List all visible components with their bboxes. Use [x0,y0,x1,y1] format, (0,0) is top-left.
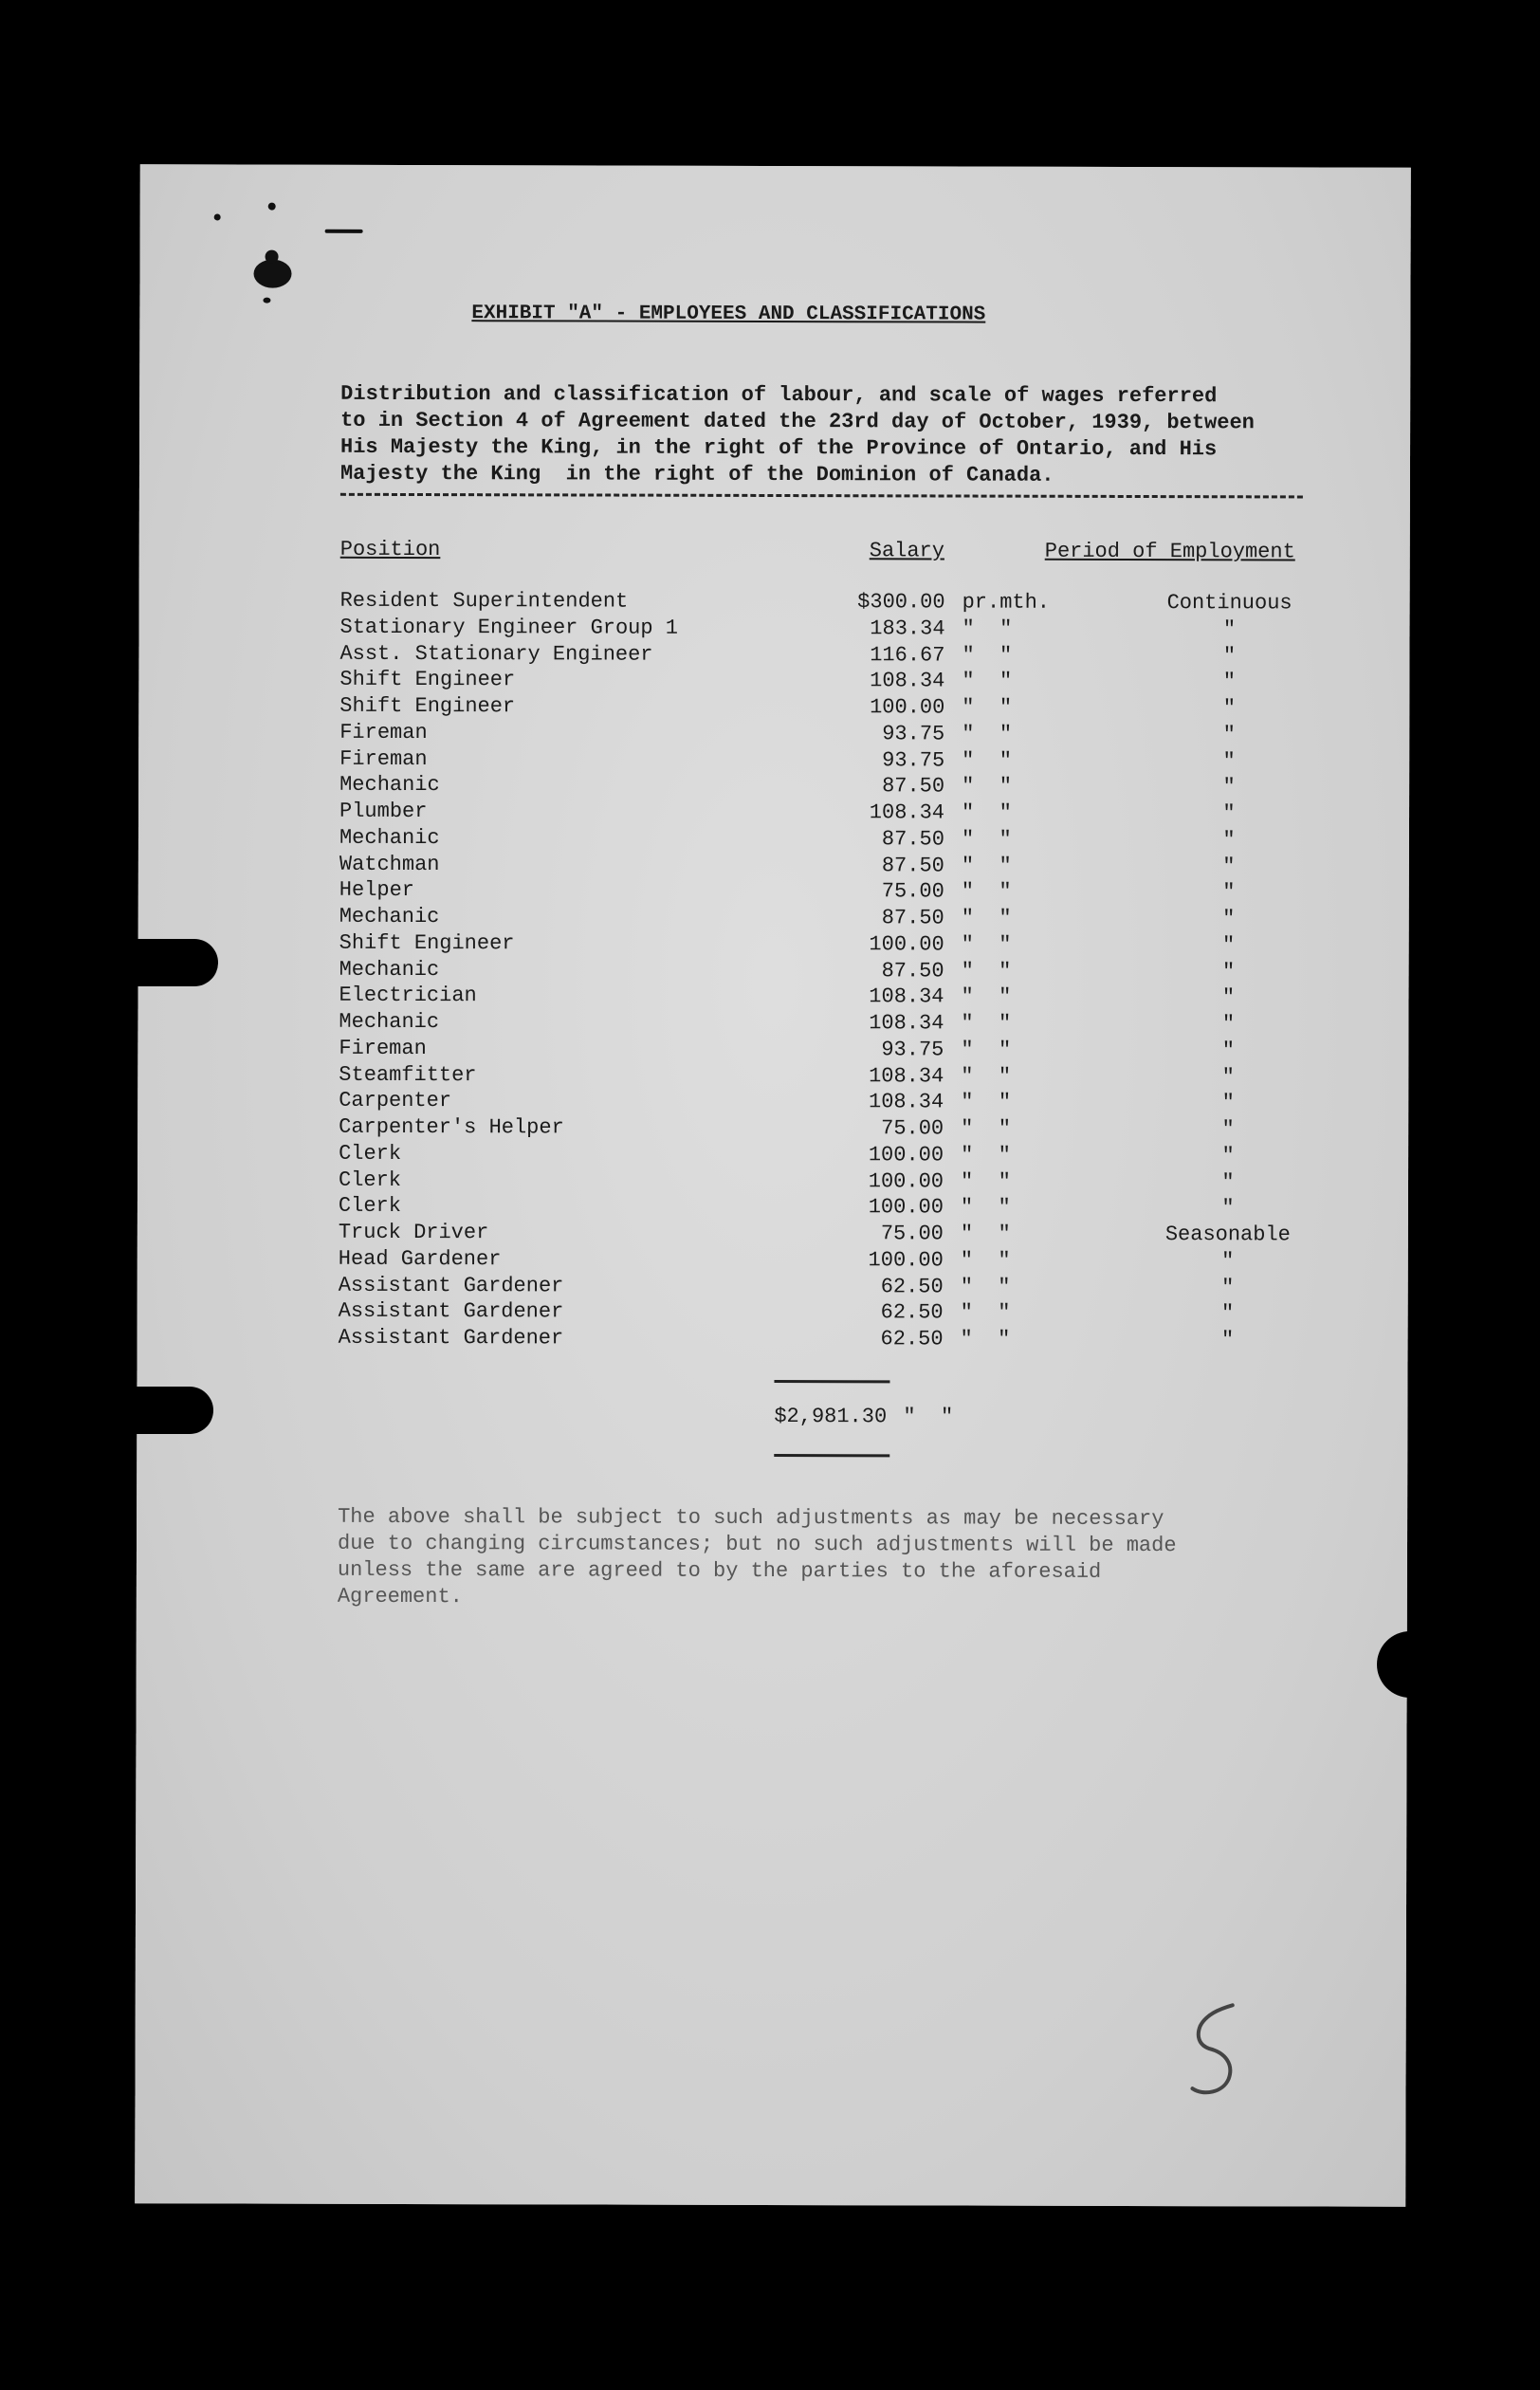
table-row [138,1167,1408,1197]
salary-cell: 75.00 [880,1222,944,1246]
position-cell: Fireman [339,1036,427,1060]
salary-unit-cell: " " [961,984,1012,1009]
salary-unit-cell: " " [961,932,1012,957]
period-cell: " [1221,1196,1235,1221]
position-cell: Mechanic [339,957,440,982]
position-cell: Asst. Stationary Engineer [339,641,653,667]
salary-cell: 87.50 [882,774,945,799]
salary-cell: 183.34 [870,616,945,641]
position-cell: Steamfitter [339,1062,477,1087]
position-cell: Assistant Gardener [338,1325,564,1351]
salary-cell: 75.00 [881,1116,944,1141]
salary-unit-cell: " " [960,1222,1011,1246]
salary-unit-cell: " " [962,695,1013,720]
salary-cell: 108.34 [869,800,945,825]
period-cell: " [1222,748,1236,773]
position-cell: Carpenter [339,1089,452,1113]
salary-cell: 100.00 [868,1248,944,1273]
period-cell: " [1221,959,1236,984]
table-row [138,1062,1408,1092]
position-cell: Carpenter's Helper [339,1114,564,1140]
period-cell: " [1222,616,1237,642]
intro-line: Majesty the King in the right of the Dominion of Canada. [339,461,1054,487]
salary-unit-cell: " " [960,1169,1011,1194]
salary-unit-cell: " " [960,1275,1011,1299]
salary-cell: 93.75 [881,1038,944,1062]
header-position: Position [339,537,441,562]
position-cell: Mechanic [339,1009,440,1035]
ink-speck [214,213,221,220]
salary-unit-cell: " " [961,854,1012,878]
table-row [138,1193,1408,1223]
table-row [138,852,1409,881]
salary-cell: 87.50 [881,906,944,930]
document-title: EXHIBIT "A" - EMPLOYEES AND CLASSIFICATIONS [471,303,986,326]
document-page [135,164,1411,2207]
table-row [138,1298,1408,1328]
table-row [138,772,1409,801]
position-cell: Mechanic [339,825,440,850]
period-cell: " [1221,1248,1235,1274]
salary-unit-cell: " " [960,1327,1011,1351]
position-cell: Plumber [339,799,428,824]
ink-speck [268,203,276,211]
ink-speck [325,230,363,233]
footer-line: unless the same are agreed to by the parties to the aforesaid [337,1557,1102,1584]
handwritten-page-number [1182,1997,1249,2102]
table-row [138,720,1409,749]
position-cell: Helper [339,878,415,903]
salary-cell: 108.34 [869,984,944,1009]
salary-unit-cell: " " [962,643,1013,668]
total-salary: $2,981.30 [774,1405,888,1429]
table-row [138,877,1409,907]
salary-unit-cell: " " [961,1064,1012,1089]
salary-cell: 108.34 [869,1011,944,1036]
salary-unit-cell: " " [962,616,1013,641]
salary-cell: 100.00 [868,1143,944,1167]
position-cell: Shift Engineer [339,930,515,956]
table-row [138,1036,1408,1065]
position-cell: Mechanic [339,904,440,929]
table-row [138,1220,1408,1249]
period-cell: " [1221,1038,1236,1063]
period-cell: " [1221,985,1236,1010]
table-row [138,667,1409,696]
salary-unit-cell: " " [962,669,1013,693]
salary-unit-cell: " " [960,1195,1011,1220]
period-cell: " [1222,775,1236,800]
period-cell: " [1221,1301,1235,1326]
salary-unit-cell: " " [962,722,1013,746]
period-cell: " [1221,1012,1236,1037]
ink-speck [263,298,270,303]
position-cell: Assistant Gardener [338,1299,564,1324]
salary-cell: 87.50 [881,958,944,983]
intro-line: His Majesty the King, in the right of the Province of Ontario, and His [340,434,1218,462]
position-cell: Truck Driver [338,1220,489,1245]
period-cell: " [1221,1143,1235,1168]
footer-paragraph [338,1504,1177,1612]
salary-unit-cell: pr.mth. [962,590,1051,615]
table-row [138,746,1409,776]
table-row [138,904,1409,933]
salary-unit-cell: " " [961,827,1012,852]
footer-line: The above shall be subject to such adjustments as may be necessary [338,1504,1164,1532]
salary-cell: 108.34 [870,669,945,693]
footer-line: Agreement. [337,1584,463,1609]
salary-unit-cell: " " [960,1248,1011,1273]
table-row [139,588,1410,617]
period-cell: " [1221,1275,1235,1299]
salary-cell: 62.50 [880,1327,944,1351]
intro-line: Distribution and classification of labour, and scale of wages referred [340,381,1218,409]
salary-unit-cell: " " [960,1300,1011,1325]
table-row [138,1141,1408,1170]
period-cell: " [1221,1091,1235,1115]
position-cell: Shift Engineer [339,668,516,692]
salary-cell: 108.34 [869,1063,944,1088]
table-row [138,957,1409,986]
salary-cell: 100.00 [868,1195,944,1220]
table-row [138,1088,1408,1117]
table-row [138,825,1409,855]
salary-cell: 100.00 [870,695,945,720]
salary-cell: 62.50 [880,1300,944,1325]
footer-line: due to changing circumstances; but no such adjustments will be made [337,1531,1177,1558]
intro-paragraph [340,381,1255,490]
salary-cell: 75.00 [881,879,944,904]
salary-unit-cell: " " [961,1011,1012,1036]
position-cell: Head Gardener [338,1246,502,1271]
salary-unit-cell: " " [961,959,1012,984]
total-rule-top [774,1380,889,1383]
period-cell: " [1222,854,1236,878]
period-cell: " [1222,670,1237,694]
salary-cell: 100.00 [869,932,944,957]
period-cell: Seasonable [1164,1223,1291,1247]
salary-unit-cell: " " [961,906,1012,930]
position-cell: Watchman [339,852,440,876]
table-row [138,1325,1408,1354]
table-row [138,1114,1408,1144]
dashed-divider [340,493,1303,499]
total-unit: " " [903,1405,954,1429]
table-row [139,615,1410,644]
table-row [138,799,1409,828]
position-cell: Resident Superintendent [339,588,629,614]
salary-unit-cell: " " [961,1090,1012,1114]
ink-blot [253,260,291,288]
salary-cell: $300.00 [857,590,945,615]
position-cell: Assistant Gardener [338,1273,564,1297]
table-row [138,641,1409,671]
period-cell: " [1222,827,1236,853]
header-salary: Salary [869,539,945,563]
period-cell: " [1222,801,1236,826]
table-row [138,1273,1408,1302]
salary-cell: 87.50 [881,853,944,877]
period-cell: " [1221,1117,1235,1142]
salary-cell: 100.00 [868,1168,944,1193]
period-cell: " [1220,1328,1235,1352]
salary-unit-cell: " " [962,774,1012,799]
salary-unit-cell: " " [961,800,1012,825]
salary-cell: 93.75 [882,722,945,746]
position-cell: Stationary Engineer Group 1 [339,615,679,640]
salary-unit-cell: " " [961,1143,1011,1167]
salary-cell: 93.75 [882,747,945,772]
position-cell: Mechanic [339,773,440,798]
position-cell: Shift Engineer [339,693,516,719]
salary-unit-cell: " " [961,879,1012,904]
period-cell: " [1222,643,1237,668]
salary-cell: 62.50 [880,1274,944,1298]
ink-blot [266,250,279,264]
intro-line: to in Section 4 of Agreement dated the 23rd day of October, 1939, between [340,408,1255,435]
period-cell: Continuous [1166,591,1292,616]
position-cell: Clerk [338,1194,401,1219]
period-cell: " [1221,1169,1235,1194]
position-cell: Electrician [339,984,477,1008]
period-cell: " [1222,880,1236,905]
header-period: Period of Employment [1044,539,1295,564]
period-cell: " [1222,696,1236,721]
table-row [138,1246,1408,1276]
period-cell: " [1221,1064,1235,1089]
period-cell: " [1222,722,1236,747]
total-rule-bottom [774,1454,889,1457]
position-cell: Clerk [339,1141,402,1166]
table-row [138,930,1409,960]
salary-cell: 108.34 [868,1090,944,1114]
salary-cell: 87.50 [881,827,944,852]
binder-tab [133,1387,213,1434]
table-row [138,1009,1408,1039]
salary-unit-cell: " " [961,1116,1012,1141]
position-cell: Fireman [339,720,428,745]
salary-unit-cell: " " [961,1038,1012,1062]
employee-table [138,588,1410,1354]
position-cell: Fireman [339,746,428,771]
binder-tab [133,939,218,986]
salary-cell: 116.67 [870,642,945,667]
period-cell: " [1222,907,1236,931]
salary-unit-cell: " " [962,748,1013,773]
table-row [138,983,1408,1012]
table-row [138,693,1409,723]
position-cell: Clerk [338,1167,402,1192]
period-cell: " [1222,932,1236,958]
